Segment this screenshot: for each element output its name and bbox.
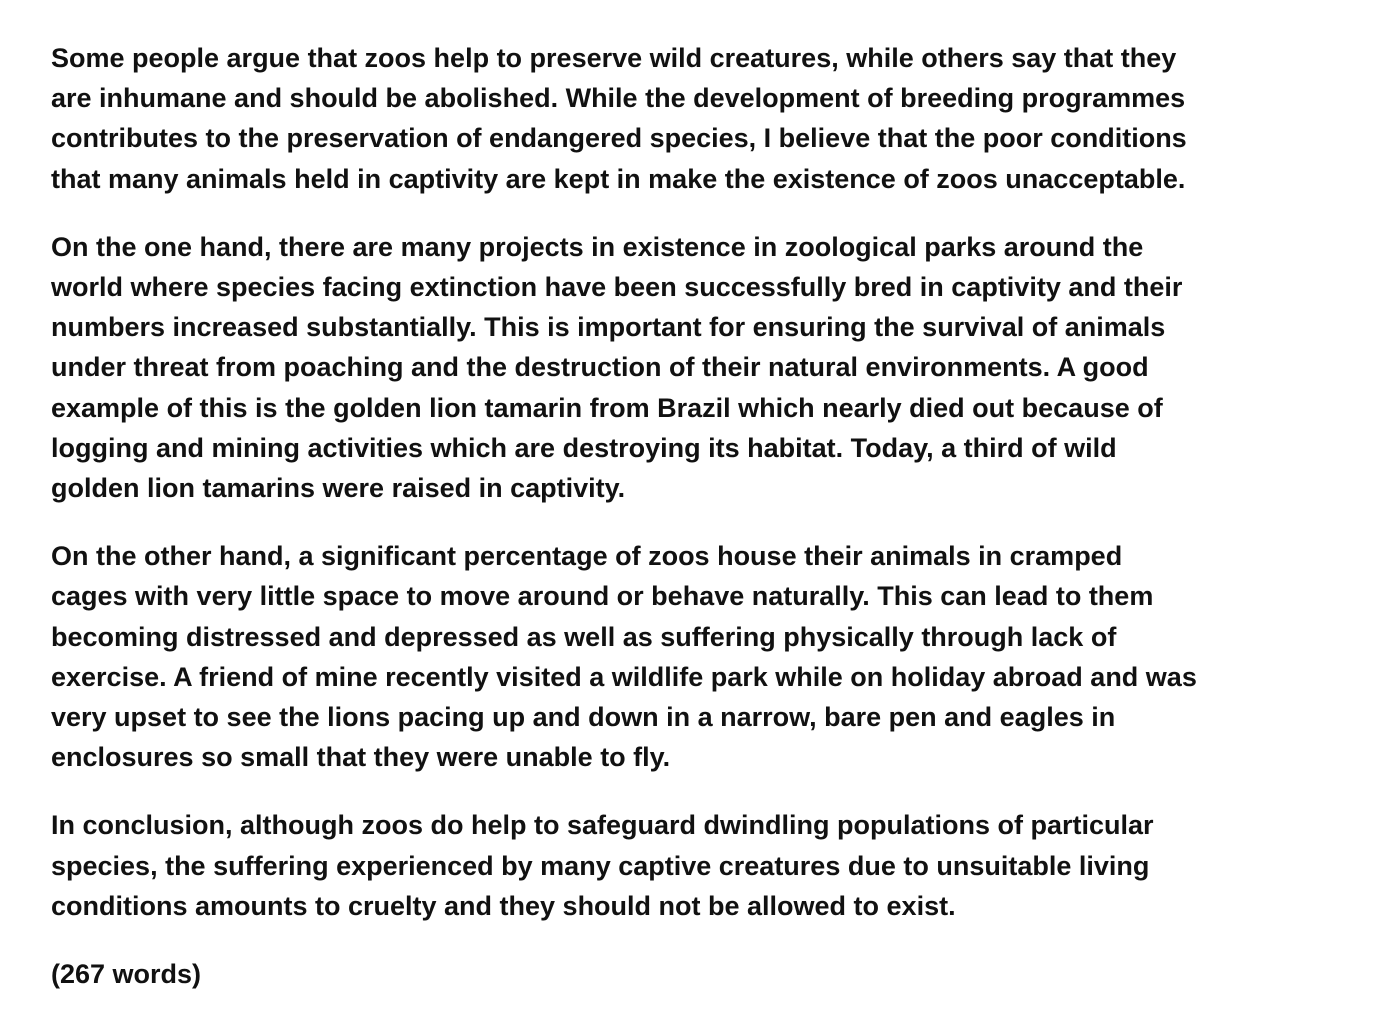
paragraph-introduction [51,38,1371,199]
text-line: under threat from poaching and the destruction of their natural environments. A good [51,352,1149,383]
text-line: becoming distressed and depressed as well as suffering physically through lack of [51,621,1117,652]
text-line: species, the suffering experienced by many captive creatures due to unsuitable living [51,850,1150,881]
essay-document [51,38,1371,994]
text-line: In conclusion, although zoos do help to safeguard dwindling populations of particular [51,810,1154,841]
text-line: conditions amounts to cruelty and they should not be allowed to exist. [51,890,956,921]
text-line: cages with very little space to move around or behave naturally. This can lead to them [51,581,1154,612]
text-line: contributes to the preservation of endangered species, I believe that the poor conditions [51,123,1187,154]
text-line: Some people argue that zoos help to preserve wild creatures, while others say that they [51,43,1177,73]
text-line: logging and mining activities which are destroying its habitat. Today, a third of wild [51,432,1117,463]
text-line: exercise. A friend of mine recently visited a wildlife park while on holiday abroad and was [51,661,1197,692]
text-line: are inhumane and should be abolished. While the development of breeding programmes [51,83,1186,114]
text-line: numbers increased substantially. This is important for ensuring the survival of animals [51,312,1166,343]
paragraph-body-two [51,536,1371,777]
text-line: example of this is the golden lion tamarin from Brazil which nearly died out because of [51,392,1163,423]
text-line: that many animals held in captivity are kept in make the existence of zoos unacceptable. [51,163,1186,194]
text-line: On the one hand, there are many projects in existence in zoological parks around the [51,231,1144,262]
word-count: (267 words) [51,959,202,990]
text-line: golden lion tamarins were raised in captivity. [51,473,626,504]
text-line: enclosures so small that they were unable to fly. [51,742,671,773]
paragraph-conclusion [51,805,1371,926]
text-line: world where species facing extinction have been successfully bred in captivity and their [51,272,1183,303]
text-line: On the other hand, a significant percentage of zoos house their animals in cramped [51,541,1123,572]
paragraph-body-one [51,227,1371,508]
text-line: very upset to see the lions pacing up and down in a narrow, bare pen and eagles in [51,702,1116,733]
